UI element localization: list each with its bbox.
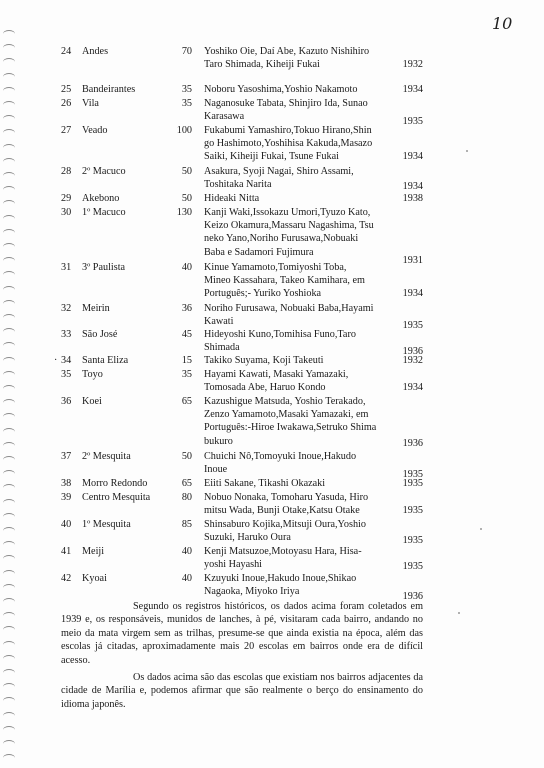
binder-hole — [3, 158, 15, 166]
student-count: 35 — [181, 369, 192, 380]
student-count: 65 — [181, 396, 192, 407]
teacher-names — [204, 395, 404, 448]
binder-hole — [3, 44, 15, 52]
binder-hole — [3, 101, 15, 109]
teacher-names — [204, 206, 404, 259]
binder-hole — [3, 385, 15, 393]
teacher-line: Suzuki, Haruko Oura — [204, 532, 291, 544]
founding-year: 1936 — [402, 590, 423, 602]
binder-hole — [3, 612, 15, 620]
teacher-line: go Hashimoto,Yoshihisa Kakuda,Masazo — [204, 138, 373, 150]
teacher-line: Zenzo Yamamoto,Masaki Yamazaki, em — [204, 409, 369, 421]
teacher-names — [204, 192, 404, 205]
teacher-line: bukuro — [204, 435, 233, 447]
school-name: Akebono — [82, 193, 120, 204]
student-count: 40 — [181, 546, 192, 557]
founding-year: 1932 — [402, 59, 423, 71]
binder-hole — [3, 87, 15, 95]
student-count: 80 — [181, 492, 192, 503]
founding-year: 1938 — [402, 193, 423, 204]
binder-hole — [3, 754, 15, 762]
founding-year: 1934 — [402, 84, 423, 95]
teacher-names — [204, 261, 404, 301]
teacher-names — [204, 83, 404, 96]
student-count: 65 — [181, 478, 192, 489]
teacher-line: mitsu Wada, Bunji Otake,Katsu Otake — [204, 505, 360, 517]
teacher-names — [204, 328, 404, 354]
teacher-names — [204, 368, 404, 394]
binder-hole — [3, 215, 15, 223]
founding-year: 1934 — [402, 382, 423, 394]
teacher-names — [204, 354, 404, 367]
teacher-line: yoshi Hayashi — [204, 559, 263, 571]
school-number: 26 — [61, 98, 72, 109]
student-count: 35 — [181, 98, 192, 109]
binder-hole — [3, 669, 15, 677]
binder-hole — [3, 428, 15, 436]
teacher-line: Português:-Hiroe Iwakawa,Setruko Shima — [204, 422, 377, 434]
scan-speck — [458, 612, 460, 614]
school-name: 3º Paulista — [82, 262, 126, 273]
student-count: 35 — [181, 84, 192, 95]
binder-hole — [3, 399, 15, 407]
school-number: 37 — [61, 451, 72, 462]
founding-year: 1934 — [402, 151, 423, 163]
founding-year: 1935 — [402, 468, 423, 480]
binder-hole — [3, 300, 15, 308]
school-name: 1º Macuco — [82, 207, 126, 218]
founding-year: 1931 — [402, 254, 423, 266]
school-number: 33 — [61, 329, 72, 340]
school-number: 24 — [61, 46, 72, 57]
teacher-line: Kinue Yamamoto,Tomiyoshi Toba, — [204, 262, 347, 273]
founding-year: 1932 — [402, 355, 423, 366]
teacher-line: Hideaki Nitta — [204, 193, 260, 204]
teacher-names — [204, 97, 404, 123]
paragraph-1: Segundo os registros históricos, os dados acima foram coletados em 1939 e, os responsáveis, munidos de lanches, à pé, visitaram cada bairro, andando no meio da mata virgem sem as trilhas, presume-se que ainda existia na época, além das escolas já citadas, aproximadamente mais 20 escolas em bairros onde era de difícil acesso. — [61, 601, 423, 666]
teacher-line: Kazushigue Matsuda, Yoshio Terakado, — [204, 396, 366, 407]
school-name: Meiji — [82, 546, 105, 557]
binder-hole — [3, 598, 15, 606]
teacher-line: Takiko Suyama, Koji Takeuti — [204, 355, 324, 366]
founding-year: 1935 — [402, 560, 423, 572]
page-number: 10 — [492, 14, 513, 33]
teacher-line: Eiiti Sakane, Tikashi Okazaki — [204, 478, 326, 489]
binder-hole — [3, 144, 15, 152]
founding-year: 1936 — [402, 438, 423, 450]
binder-hole — [3, 555, 15, 563]
teacher-line: Shinsaburo Kojika,Mitsuji Oura,Yoshio — [204, 519, 366, 530]
teacher-line: Hideyoshi Kuno,Tomihisa Funo,Taro — [204, 329, 356, 340]
school-name: Toyo — [82, 369, 103, 380]
binder-hole — [3, 243, 15, 251]
binder-hole — [3, 456, 15, 464]
teacher-line: Karasawa — [204, 111, 245, 123]
binder-hole — [3, 442, 15, 450]
teacher-line: Inoue — [204, 464, 228, 476]
teacher-line: Noriho Furusawa, Nobuaki Baba,Hayami — [204, 303, 374, 314]
founding-year: 1936 — [402, 346, 423, 358]
school-name: Centro Mesquita — [82, 492, 151, 503]
binder-hole — [3, 357, 15, 365]
binder-hole — [3, 286, 15, 294]
teacher-line: Taro Shimada, Kiheiji Fukai — [204, 59, 320, 71]
binder-hole — [3, 541, 15, 549]
teacher-line: Tomosada Abe, Haruo Kondo — [204, 382, 326, 394]
school-number: 25 — [61, 84, 72, 95]
school-number: 40 — [61, 519, 72, 530]
binder-hole — [3, 470, 15, 478]
binder-hole — [3, 484, 15, 492]
binder-hole — [3, 30, 15, 38]
student-count: 40 — [181, 573, 192, 584]
binder-holes — [3, 30, 19, 760]
teacher-names — [204, 477, 404, 490]
binder-hole — [3, 626, 15, 634]
teacher-names — [204, 450, 404, 476]
binder-hole — [3, 328, 15, 336]
binder-hole — [3, 641, 15, 649]
binder-hole — [3, 570, 15, 578]
teacher-line: neko Yano,Noriho Furusawa,Nobuaki — [204, 233, 359, 245]
binder-hole — [3, 115, 15, 123]
binder-hole — [3, 172, 15, 180]
founding-year: 1934 — [402, 288, 423, 300]
binder-hole — [3, 271, 15, 279]
binder-hole — [3, 513, 15, 521]
body-text — [61, 600, 423, 715]
teacher-names — [204, 302, 404, 328]
teacher-names — [204, 124, 404, 164]
binder-hole — [3, 740, 15, 748]
binder-hole — [3, 371, 15, 379]
school-name: 2º Mesquita — [82, 451, 131, 462]
school-number: 30 — [61, 207, 72, 218]
school-number: 28 — [61, 166, 72, 177]
student-count: 50 — [181, 193, 192, 204]
teacher-line: Keizo Okamura,Massaru Nagashima, Tsu — [204, 220, 374, 232]
school-name: Bandeirantes — [82, 84, 136, 95]
founding-year: 1935 — [402, 115, 423, 127]
student-count: 36 — [181, 303, 192, 314]
binder-hole — [3, 655, 15, 663]
founding-year: 1934 — [402, 180, 423, 192]
teacher-line: Shimada — [204, 342, 240, 354]
teacher-line: Saiki, Kiheiji Fukai, Tsune Fukai — [204, 151, 339, 163]
school-number: 32 — [61, 303, 72, 314]
school-name: 2º Macuco — [82, 166, 126, 177]
binder-hole — [3, 257, 15, 265]
teacher-line: Yoshiko Oie, Daí Abe, Kazuto Nishihiro — [204, 46, 370, 57]
school-number: 35 — [61, 369, 72, 380]
school-name: Morro Redondo — [82, 478, 148, 489]
binder-hole — [3, 186, 15, 194]
school-number: 31 — [61, 262, 72, 273]
teacher-names — [204, 491, 404, 517]
margin-mark: · — [54, 355, 58, 366]
student-count: 85 — [181, 519, 192, 530]
teacher-line: Hayami Kawati, Masaki Yamazaki, — [204, 369, 349, 380]
teacher-line: Kenji Matsuzoe,Motoyasu Hara, Hisa- — [204, 546, 362, 557]
teacher-line: Chuichi Nô,Tomoyuki Inoue,Hakudo — [204, 451, 357, 462]
school-number: 38 — [61, 478, 72, 489]
founding-year: 1935 — [402, 478, 423, 489]
binder-hole — [3, 342, 15, 350]
school-name: Vila — [82, 98, 99, 109]
student-count: 70 — [181, 46, 192, 57]
founding-year: 1935 — [402, 505, 423, 517]
teacher-line: Mineo Kassahara, Takeo Kamihara, em — [204, 275, 365, 287]
teacher-names — [204, 165, 404, 191]
founding-year: 1935 — [402, 319, 423, 331]
school-number: 27 — [61, 125, 72, 136]
student-count: 50 — [181, 166, 192, 177]
teacher-line: Toshitaka Narita — [204, 179, 272, 191]
binder-hole — [3, 200, 15, 208]
school-name: Andes — [82, 46, 109, 57]
student-count: 15 — [181, 355, 192, 366]
teacher-line: Kzuyuki Inoue,Hakudo Inoue,Shikao — [204, 573, 357, 584]
student-count: 40 — [181, 262, 192, 273]
paragraph-2: Os dados acima são das escolas que existiam nos bairros adjacentes da cidade de Marília e, podemos afirmar que são realmente o berço do ensinamento do idioma japonês. — [61, 672, 423, 710]
teacher-line: Asakura, Syoji Nagai, Shiro Assami, — [204, 166, 354, 177]
school-name: Veado — [82, 125, 108, 136]
binder-hole — [3, 129, 15, 137]
school-number: 34 — [61, 355, 72, 366]
teacher-line: Português;- Yuriko Yoshioka — [204, 288, 322, 300]
teacher-line: Noboru Yasoshima,Yoshio Nakamoto — [204, 84, 358, 95]
scan-speck — [480, 528, 482, 530]
student-count: 130 — [176, 207, 192, 218]
student-count: 45 — [181, 329, 192, 340]
binder-hole — [3, 499, 15, 507]
school-number: 41 — [61, 546, 72, 557]
school-number: 29 — [61, 193, 72, 204]
binder-hole — [3, 58, 15, 66]
binder-hole — [3, 697, 15, 705]
teacher-line: Kawati — [204, 316, 234, 328]
student-count: 100 — [176, 125, 192, 136]
school-name: Koei — [82, 396, 102, 407]
binder-hole — [3, 229, 15, 237]
teacher-line: Baba e Sadamori Fujimura — [204, 246, 314, 258]
teacher-line: Fukabumi Yamashiro,Tokuo Hirano,Shin — [204, 125, 372, 136]
teacher-line: Nobuo Nonaka, Tomoharu Yasuda, Hiro — [204, 492, 369, 503]
binder-hole — [3, 527, 15, 535]
school-name: Santa Eliza — [82, 355, 129, 366]
binder-hole — [3, 683, 15, 691]
teacher-line: Kanji Waki,Issokazu Umori,Tyuzo Kato, — [204, 207, 371, 218]
binder-hole — [3, 726, 15, 734]
teacher-line: Naganosuke Tabata, Shinjiro Ida, Sunao — [204, 98, 368, 109]
teacher-names — [204, 545, 404, 571]
binder-hole — [3, 73, 15, 81]
school-number: 42 — [61, 573, 72, 584]
school-name: 1º Mesquita — [82, 519, 131, 530]
binder-hole — [3, 413, 15, 421]
teacher-names — [204, 572, 404, 598]
scan-speck — [466, 150, 468, 152]
student-count: 50 — [181, 451, 192, 462]
teacher-names — [204, 518, 404, 544]
school-name: São José — [82, 329, 118, 340]
binder-hole — [3, 712, 15, 720]
binder-hole — [3, 584, 15, 592]
school-name: Kyoai — [82, 573, 107, 584]
teacher-line: Nagaoka, Miyoko Iriya — [204, 586, 300, 598]
school-name: Meirin — [82, 303, 110, 314]
school-number: 36 — [61, 396, 72, 407]
teacher-names — [204, 45, 404, 71]
founding-year: 1935 — [402, 534, 423, 546]
binder-hole — [3, 314, 15, 322]
school-number: 39 — [61, 492, 72, 503]
